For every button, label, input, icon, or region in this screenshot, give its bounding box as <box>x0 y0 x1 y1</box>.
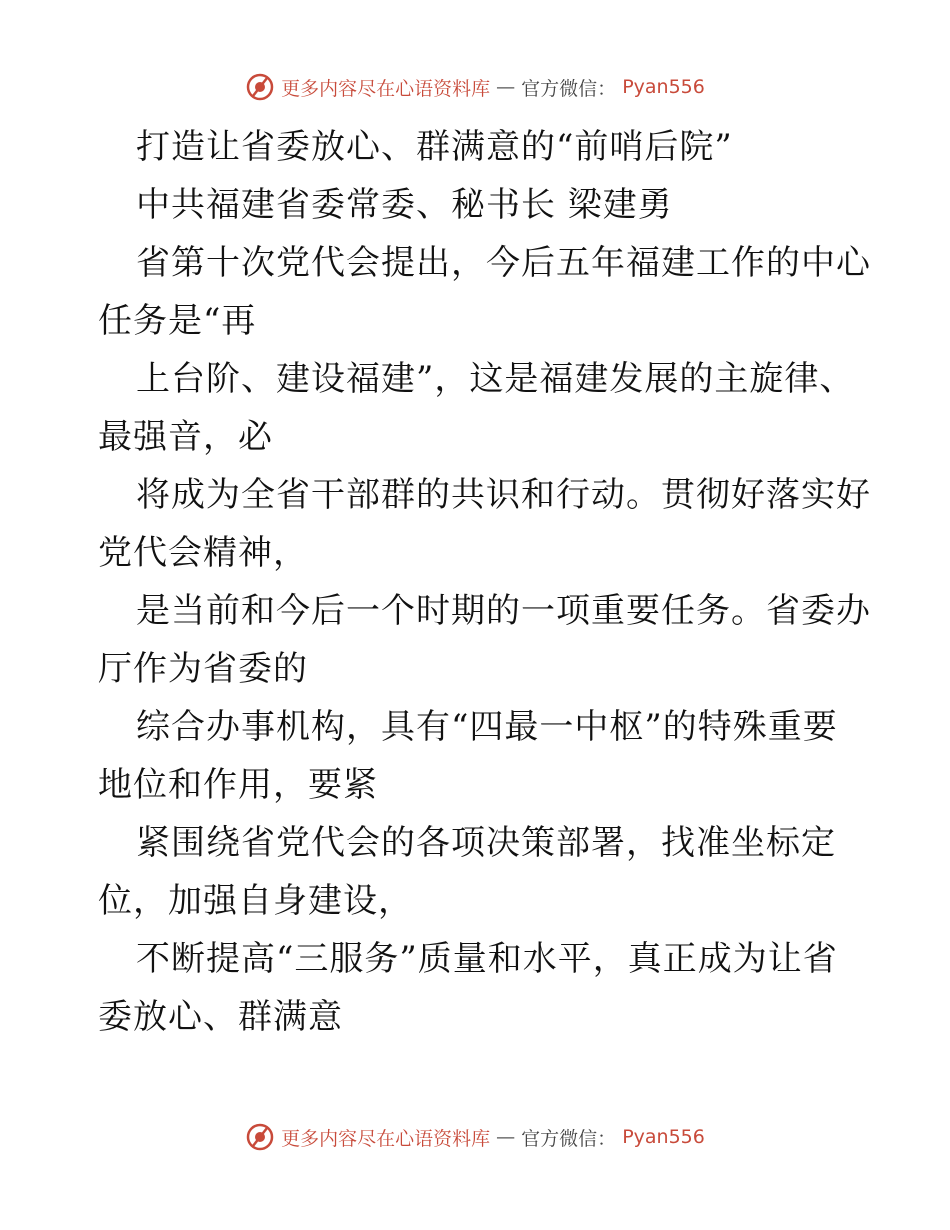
paragraph-line: 不断提高“三服务”质量和水平，真正成为让省 <box>136 939 838 979</box>
paragraph-line: 上台阶、建设福建”，这是福建发展的主旋律、 <box>136 359 855 399</box>
paragraph-line: 党代会精神， <box>98 533 308 573</box>
header-watermark <box>0 72 950 102</box>
paragraph-line: 委放心、群满意 <box>98 997 343 1037</box>
paragraph-line: 位，加强自身建设， <box>98 881 413 921</box>
logo-icon <box>245 72 275 102</box>
watermark-label: 官方微信： <box>521 1127 617 1150</box>
paragraph-line: 厅作为省委的 <box>98 649 308 689</box>
paragraph-line: 省第十次党代会提出，今后五年福建工作的中心 <box>136 243 871 283</box>
paragraph-line: 综合办事机构，具有“四最一中枢”的特殊重要 <box>136 707 838 747</box>
watermark-id: Pyan556 <box>622 1126 705 1148</box>
logo-icon <box>245 1122 275 1152</box>
paragraph-line: 地位和作用，要紧 <box>98 765 378 805</box>
watermark-id: Pyan556 <box>622 76 705 98</box>
paragraph-line: 是当前和今后一个时期的一项重要任务。省委办 <box>136 591 871 631</box>
paragraph-line: 任务是“再 <box>98 301 257 341</box>
paragraph-line: 将成为全省干部群的共识和行动。贯彻好落实好 <box>136 475 871 515</box>
paragraph-line: 紧围绕省党代会的各项决策部署，找准坐标定 <box>136 823 836 863</box>
watermark-separator: — <box>496 76 516 98</box>
document-title: 打造让省委放心、群满意的“前哨后院” <box>136 127 733 167</box>
watermark-label: 官方微信： <box>521 77 617 100</box>
watermark-text: 更多内容尽在心语资料库 <box>281 77 491 100</box>
watermark-text: 更多内容尽在心语资料库 <box>281 1127 491 1150</box>
footer-watermark <box>0 1122 950 1152</box>
paragraph-line: 最强音，必 <box>98 417 273 457</box>
document-body <box>98 118 871 1046</box>
watermark-separator: — <box>496 1126 516 1148</box>
document-author: 中共福建省委常委、秘书长 梁建勇 <box>136 185 673 225</box>
